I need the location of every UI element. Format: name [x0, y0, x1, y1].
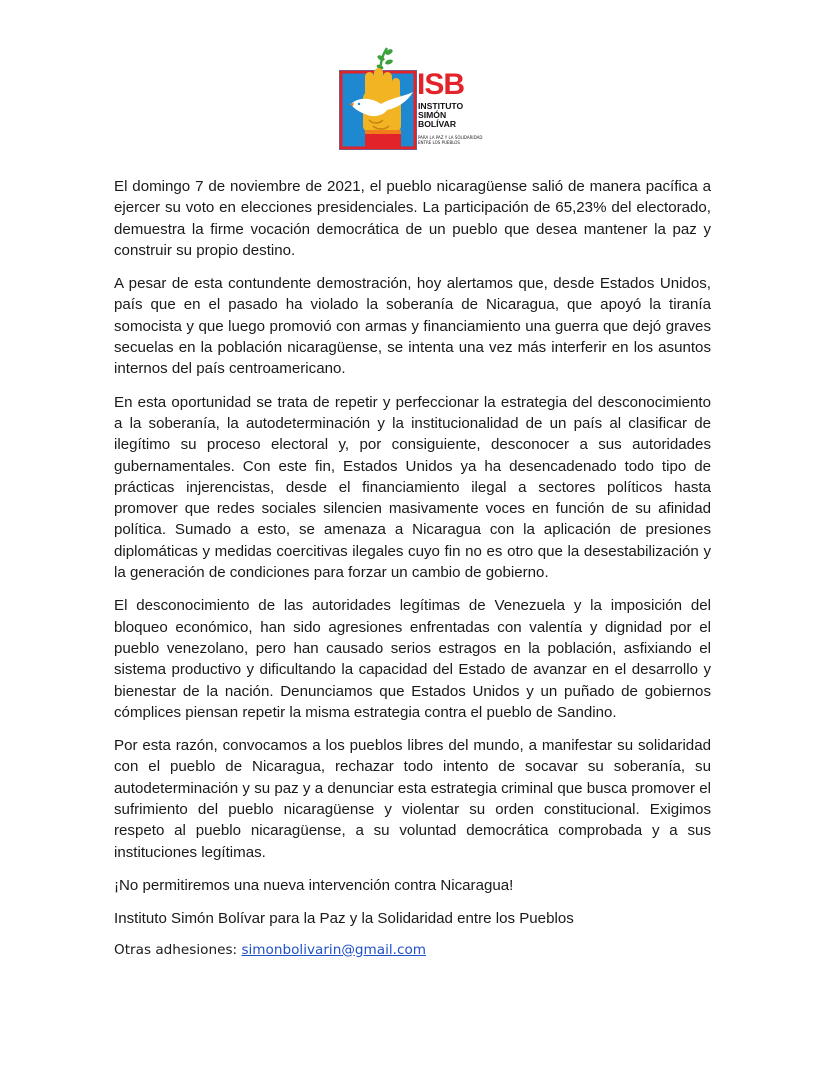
logo-name-line: SIMÓN [418, 110, 447, 120]
paragraph: Por esta razón, convocamos a los pueblos libres del mundo, a manifestar su solidaridad con el pueblo de Nicaragua, rechazar todo intento de socavar su soberanía, su autodeterminación y su paz y a denunciar esta estrategia criminal que busca promover el sufrimiento del pueblo nicaragüense y violentar su orden constitucional. Exigimos respeto al pueblo nicaragüense, a su voluntad democrática comprobada y a sus instituciones legítimas. [114, 737, 711, 861]
dove-hand-emblem-icon [339, 46, 419, 152]
document-body [114, 176, 711, 973]
paragraph: El domingo 7 de noviembre de 2021, el pueblo nicaragüense salió de manera pacífica a ejercer su voto en elecciones presidenciales. La participación de 65,23% del electorado, demuestra la firme vocación democrática de un pueblo que desea mantener la paz y construir su propio destino. [114, 178, 711, 259]
slogan: ¡No permitiremos una nueva intervención contra Nicaragua! [114, 876, 514, 894]
email-link[interactable]: simonbolivarin@gmail.com [241, 941, 427, 958]
paragraph: El desconocimiento de las autoridades legítimas de Venezuela y la imposición del bloqueo económico, han sido agresiones enfrentadas con valentía y dignidad por el pueblo venezolano, pero han causado serios estragos en la población, asfixiando el sistema productivo y dificultando la capacidad del Estado de avanzar en el desarrollo y bienestar de la nación. Denunciamos que Estados Unidos y un puñado de gobiernos cómplices piensan repetir la misma estrategia contra el pueblo de Sandino. [114, 597, 711, 721]
institute-logo [339, 46, 491, 152]
adhesions-line [114, 940, 711, 961]
logo-abbreviation: ISB [417, 68, 465, 101]
adhesions-label: Otras adhesiones: [114, 941, 242, 958]
paragraph: A pesar de esta contundente demostración, hoy alertamos que, desde Estados Unidos, país que en el pasado ha violado la soberanía de Nicaragua, que apoyó la tiranía somocista y que luego promovió con armas y financiamiento una guerra que dejó graves secuelas en la población nicaragüense, se intenta una vez más interferir en los asuntos internos del país centroamericano. [114, 275, 711, 378]
logo-name-line: BOLÍVAR [418, 119, 457, 129]
paragraph: En esta oportunidad se trata de repetir y perfeccionar la estrategia del desconocimiento a la soberanía, la autodeterminación y la institucionalidad de un país al clasificar de ilegítimo su proceso electoral y, por consiguiente, desconocer a sus autoridades gubernamentales. Con este fin, Estados Unidos ya ha desencadenado todo tipo de prácticas injerencistas, desde el financiamiento ilegal a sectores políticos hasta promover que redes sociales silencien masivamente voces en función de su afinidad política. Sumado a esto, se amenaza a Nicaragua con la aplicación de presiones diplomáticas y medidas coercitivas ilegales cuyo fin no es otro que la desestabilización y la generación de condiciones para forzar un cambio de gobierno. [114, 393, 711, 582]
logo-name-line: INSTITUTO [418, 101, 464, 111]
logo-institute-name [418, 102, 488, 129]
signature: Instituto Simón Bolívar para la Paz y la Solidaridad entre los Pueblos [114, 910, 574, 928]
logo-tagline: PARA LA PAZ Y LA SOLIDARIDAD ENTRE LOS PUEBLOS [418, 135, 483, 145]
